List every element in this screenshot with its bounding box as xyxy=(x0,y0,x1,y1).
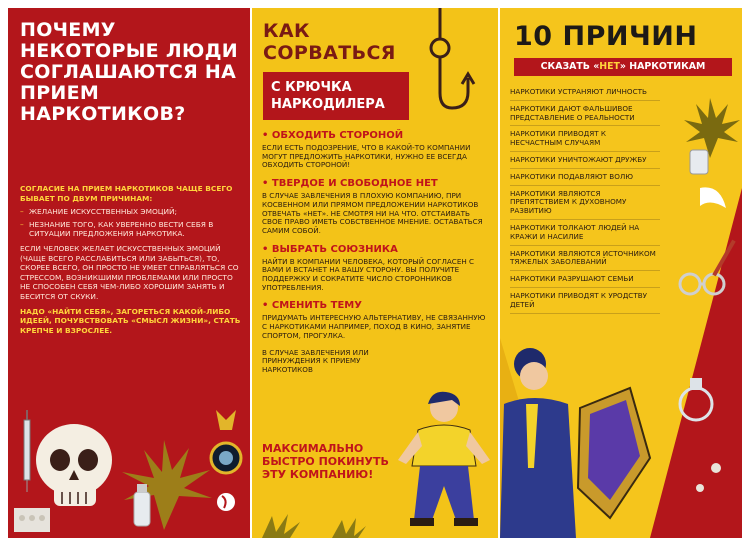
reason-item: НАРКОТИКИ УСТРАНЯЮТ ЛИЧНОСТЬ xyxy=(510,88,660,101)
reason-item: НАРКОТИКИ ПРИВОДЯТ К НЕСЧАСТНЫМ СЛУЧАЯМ xyxy=(510,130,660,152)
middle-sections xyxy=(262,130,490,383)
hook-icon xyxy=(412,8,492,118)
person-illustration xyxy=(392,390,496,530)
left-reasons-list xyxy=(20,207,242,239)
reason-item: НАРКОТИКИ ЯВЛЯЮТСЯ ПРЕПЯТСТВИЕМ К ДУХОВНОМУ РАЗВИТИЮ xyxy=(510,190,660,220)
section-text: В СЛУЧАЕ ЗАВЛЕЧЕНИЯ В ПЛОХУЮ КОМПАНИЮ, ПРИ КОСВЕННОМ ИЛИ ПРЯМОМ ПРЕДЛОЖЕНИИ НАРКОТИКОВ ОТВЕЧАТЬ «НЕТ». НЕ СМОТРЯ НИ НА ЧТО. ОТСТАИВАТЬ СВОЕ ПРАВО ИМЕТЬ СОБСТВЕННОЕ МНЕНИЕ. ОСТАВАТЬСЯ САМИМ СОБОЙ. xyxy=(262,191,483,235)
syringe-icon xyxy=(24,410,30,492)
reason-item: НАРКОТИКИ РАЗРУШАЮТ СЕМЬИ xyxy=(510,275,660,288)
cannabis-leaf-icon xyxy=(252,512,498,538)
pill-bottle-icon xyxy=(680,378,721,492)
section-text: НАЙТИ В КОМПАНИИ ЧЕЛОВЕКА, КОТОРЫЙ СОГЛАСЕН С ВАМИ И ВСТАНЕТ НА ВАШУ СТОРОНУ. ВЫ ПОЛУЧИТЕ ПОДДЕРЖКУ И СОКРАТИТЕ ЧИСЛО СТОРОННИКОВ УПОТРЕБЛЕНИЯ. xyxy=(262,256,475,292)
section-heading: • СМЕНИТЬ ТЕМУ xyxy=(262,300,362,312)
reason-item: НАРКОТИКИ ПРИВОДЯТ К УРОДСТВУ ДЕТЕЙ xyxy=(510,292,660,314)
middle-title: КАК СОРВАТЬСЯ xyxy=(263,20,396,64)
right-subtitle: СКАЗАТЬ «НЕТ» НАРКОТИКАМ xyxy=(514,58,732,76)
reason-item: НАРКОТИКИ ТОЛКАЮТ ЛЮДЕЙ НА КРАЖИ И НАСИЛИЕ xyxy=(510,224,660,246)
shield-icon xyxy=(500,348,742,538)
reason-item: НАРКОТИКИ ДАЮТ ФАЛЬШИВОЕ ПРЕДСТАВЛЕНИЕ О РЕАЛЬНОСТИ xyxy=(510,105,660,127)
left-reason-item: – НЕЗНАНИЕ ТОГО, КАК УВЕРЕННО ВЕСТИ СЕБЯ В СИТУАЦИИ ПРЕДЛОЖЕНИЯ НАРКОТИКА. xyxy=(20,220,242,239)
middle-panel xyxy=(252,8,498,538)
right-panel xyxy=(500,8,742,538)
skull-icon xyxy=(14,400,250,538)
left-intro: СОГЛАСИЕ НА ПРИЕМ НАРКОТИКОВ ЧАЩЕ ВСЕГО БЫВАЕТ ПО ДВУМ ПРИЧИНАМ: xyxy=(20,184,233,203)
reason-item: НАРКОТИКИ УНИЧТОЖАЮТ ДРУЖБУ xyxy=(510,156,660,169)
left-advice: НАДО «НАЙТИ СЕБЯ», ЗАГОРЕТЬСЯ КАКОЙ-ЛИБО ИДЕЕЙ, ПОЧУВСТВОВАТЬ «СМЫСЛ ЖИЗНИ», СТАТЬ КРЕПЧЕ И ВЗРОСЛЕЕ. xyxy=(20,306,241,335)
reasons-list xyxy=(510,88,660,318)
section-heading: • ОБХОДИТЬ СТОРОНОЙ xyxy=(262,130,404,141)
left-body xyxy=(20,184,242,335)
section-text: ЕСЛИ ЕСТЬ ПОДОЗРЕНИЕ, ЧТО В КАКОЙ-ТО КОМПАНИИ МОГУТ ПРЕДЛОЖИТЬ НАРКОТИКИ, НУЖНО ЕЕ ВСЕГДА ОБХОДИТЬ СТОРОНОЙ! xyxy=(262,143,471,170)
section-text: ПРИДУМАТЬ ИНТЕРЕСНУЮ АЛЬТЕРНАТИВУ, НЕ СВЯЗАННУЮ С НАРКОТИКАМИ НАПРИМЕР, ПОХОД В КИНО, ЗАНЯТИЕ СПОРТОМ, ПРОГУЛКА. xyxy=(262,313,486,340)
reason-item: НАРКОТИКИ ПОДАВЛЯЮТ ВОЛЮ xyxy=(510,173,660,186)
middle-subtitle: С КРЮЧКА НАРКОДИЛЕРА xyxy=(263,72,409,120)
left-reason-item: – ЖЕЛАНИЕ ИСКУССТВЕННЫХ ЭМОЦИЙ; xyxy=(20,207,242,217)
left-title: ПОЧЕМУ НЕКОТОРЫЕ ЛЮДИ СОГЛАШАЮТСЯ НА ПРИЕМ НАРКОТИКОВ? xyxy=(20,19,238,125)
emblem-icon xyxy=(211,410,241,511)
final-call: МАКСИМАЛЬНО БЫСТРО ПОКИНУТЬ ЭТУ КОМПАНИЮ! xyxy=(262,442,389,481)
section-heading: • ВЫБРАТЬ СОЮЗНИКА xyxy=(262,243,398,255)
left-panel xyxy=(8,8,250,538)
left-paragraph: ЕСЛИ ЧЕЛОВЕК ЖЕЛАЕТ ИСКУССТВЕННЫХ ЭМОЦИЙ (ЧАЩЕ ВСЕГО РАССЛАБИТЬСЯ ИЛИ ЗАБЫТЬСЯ), ТО, СКОРЕЕ ВСЕГО, ОН ПРОСТО НЕ УМЕЕТ СПРАВЛЯТЬСЯ СО СТРЕССОМ, ВОЗНИКШИМИ ПРОБЛЕМАМИ ИЛИ ПРОСТО НЕ СПОСОБЕН СЕБЯ ЧЕМ-ЛИБО ХОРОШИМ ЗАНЯТЬ И БЕСИТСЯ ОТ СКУКИ. xyxy=(20,243,239,301)
reason-item: НАРКОТИКИ ЯВЛЯЮТСЯ ИСТОЧНИКОМ ТЯЖЕЛЫХ ЗАБОЛЕВАНИЙ xyxy=(510,250,660,272)
handcuffs-icon xyxy=(680,274,724,294)
drug-items-illustration xyxy=(670,88,742,348)
coercion-text: В СЛУЧАЕ ЗАВЛЕЧЕНИЯ ИЛИ ПРИНУЖДЕНИЯ К ПРИЕМУ НАРКОТИКОВ xyxy=(262,347,369,374)
section-heading: • ТВЕРДОЕ И СВОБОДНОЕ НЕТ xyxy=(262,178,438,190)
right-title: 10 ПРИЧИН xyxy=(514,21,698,52)
